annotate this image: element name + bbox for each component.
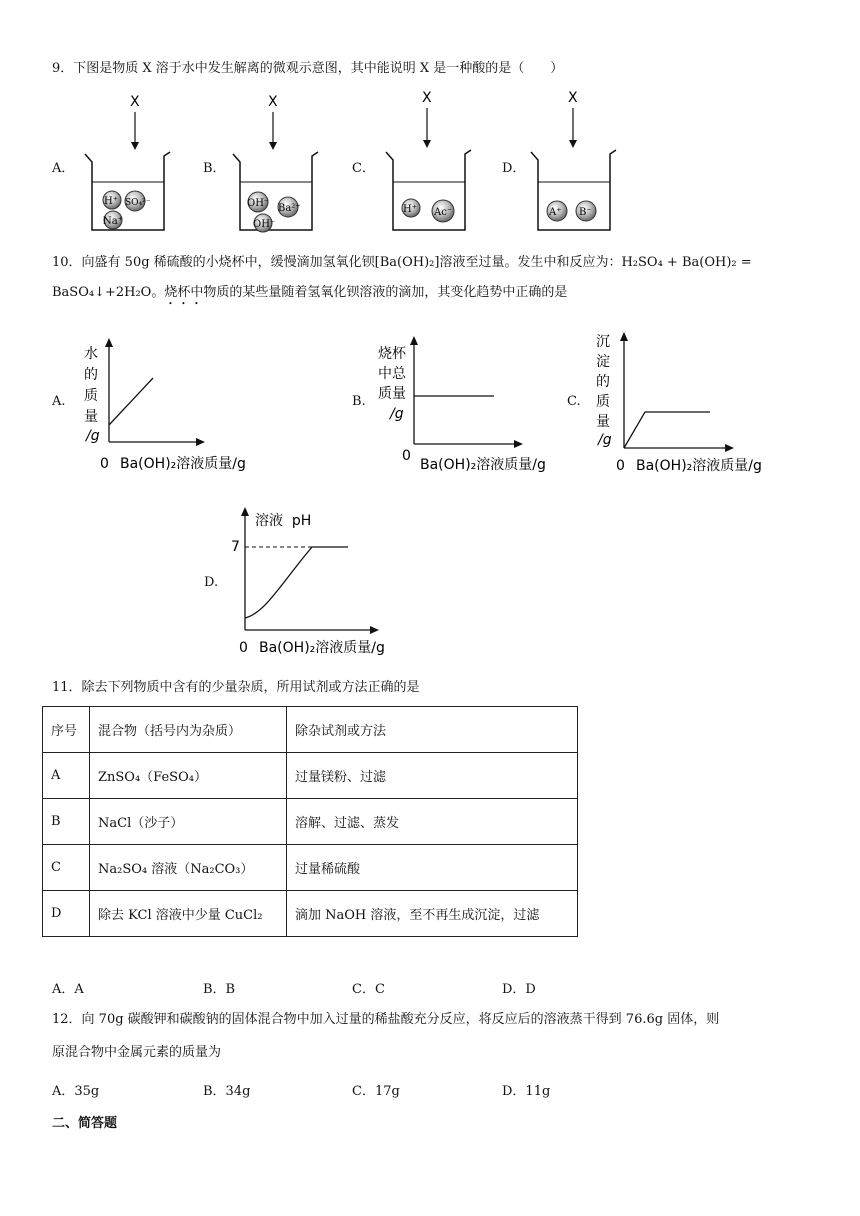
ion-d2: B⁻ (579, 207, 592, 218)
table-header-cell: 除杂试剂或方法 (287, 707, 578, 753)
graph-c-ylabel-5: 量 (596, 414, 610, 430)
q12-stem-line1: 12．向 70g 碳酸钾和碳酸钠的固体混合物中加入过量的稀盐酸充分反应，将反应后的溶液蒸干得到 76.6g 固体，则 (52, 1012, 720, 1027)
table-row (43, 891, 578, 937)
graph-a-letter: A. (52, 394, 66, 409)
q10-stem-line1: 10．向盛有 50g 稀硫酸的小烧杯中，缓慢滴加氢氧化钡[Ba(OH)₂]溶液至过量。发生中和反应为：H₂SO₄ + Ba(OH)₂ = (52, 255, 752, 270)
table-row (43, 845, 578, 891)
graph-a-ylabel-2: 的 (84, 367, 98, 383)
graph-c-ylabel-2: 淀 (596, 354, 610, 370)
q9-beakers (80, 90, 680, 240)
graph-c-line (624, 412, 710, 448)
q12-choice-b: B．34g (203, 1084, 251, 1099)
graph-c-xlabel: Ba(OH)₂溶液质量/g (636, 458, 762, 474)
graph-c-ylabel-3: 的 (596, 374, 610, 390)
graph-b-origin: 0 (402, 448, 411, 464)
beaker-b (233, 94, 318, 232)
graph-b-ylabel-1: 烧杯 (378, 346, 406, 362)
graph-b-yunit: /g (390, 406, 404, 422)
table-row (43, 799, 578, 845)
table-header-row (43, 707, 578, 753)
graph-a-yunit: /g (86, 428, 100, 444)
q10-stem-dotted: 烧杯中 (164, 285, 204, 300)
q12-choice-a: A．35g (52, 1084, 100, 1099)
table-cell: C (43, 845, 90, 891)
graph-a-ylabel-1: 水 (84, 346, 98, 362)
q9-stem: 9．下图是物质 X 溶于水中发生解离的微观示意图，其中能说明 X 是一种酸的是（ ） (52, 61, 564, 76)
q12-stem-line2: 原混合物中金属元素的质量为 (52, 1045, 222, 1060)
q10-stem-part2a: BaSO₄↓+2H₂O。 (52, 285, 165, 300)
graph-b-ylabel-3: 质量 (378, 386, 406, 402)
graph-c-origin: 0 (616, 458, 625, 474)
q11-stem: 11．除去下列物质中含有的少量杂质，所用试剂或方法正确的是 (52, 680, 420, 695)
graph-c-yunit: /g (598, 432, 612, 448)
q9-option-d-letter: D． (502, 161, 526, 176)
q10-stem-part2b: 物质的某些量随着氢氧化钡溶液的滴加，其变化趋势中正确的是 (203, 285, 568, 300)
q10-stem-line2 (52, 280, 820, 308)
ion-a3: Na⁺ (103, 216, 123, 227)
beaker-d-x-label: X (568, 90, 578, 106)
q11-choice-a: A．A (52, 982, 84, 997)
table-cell: 滴加 NaOH 溶液，至不再生成沉淀，过滤 (287, 891, 578, 937)
table-cell: 溶解、过滤、蒸发 (287, 799, 578, 845)
beaker-d (531, 90, 616, 230)
graph-d-curve (245, 547, 348, 618)
q9-option-a-letter: A． (52, 161, 75, 176)
ion-b1: OH⁻ (247, 198, 270, 209)
graph-b (376, 334, 566, 480)
table-header-cell: 混合物（括号内为杂质） (90, 707, 287, 753)
beaker-a (85, 94, 170, 230)
graph-d-ph7-label: 7 (231, 539, 240, 555)
section-title: 二、简答题 (52, 1116, 118, 1131)
table-cell: Na₂SO₄ 溶液（Na₂CO₃） (90, 845, 287, 891)
table-cell: B (43, 799, 90, 845)
q11-choice-c: C．C (352, 982, 385, 997)
graph-a-origin: 0 (100, 456, 109, 472)
ion-b2: Ba²⁺ (278, 203, 301, 214)
graph-d-xlabel: Ba(OH)₂溶液质量/g (259, 640, 385, 656)
table-cell: 除去 KCl 溶液中少量 CuCl₂ (90, 891, 287, 937)
ion-a1: H⁺ (104, 196, 118, 207)
table-cell: D (43, 891, 90, 937)
q12-choice-c: C．17g (352, 1084, 400, 1099)
graph-a-ylabel-3: 质 (84, 388, 98, 404)
q9-option-c-letter: C． (352, 161, 375, 176)
graph-b-xlabel: Ba(OH)₂溶液质量/g (420, 457, 546, 473)
graph-c (592, 324, 782, 480)
beaker-c-x-label: X (422, 90, 432, 106)
graph-c-letter: C. (567, 394, 581, 409)
table-cell: NaCl（沙子） (90, 799, 287, 845)
ion-a2: SO₄²⁻ (125, 198, 151, 208)
graph-d-ylabel: 溶液 pH (255, 513, 312, 529)
graph-c-ylabel-4: 质 (596, 394, 610, 410)
beaker-a-x-label: X (130, 94, 140, 110)
graph-a-ylabel-4: 量 (84, 409, 98, 425)
table-row (43, 753, 578, 799)
graph-d (225, 505, 425, 660)
q9-option-b-letter: B． (203, 161, 226, 176)
q12-choice-d: D．11g (502, 1084, 551, 1099)
table-cell: 过量镁粉、过滤 (287, 753, 578, 799)
table-header-cell: 序号 (43, 707, 90, 753)
table-cell: ZnSO₄（FeSO₄） (90, 753, 287, 799)
table-cell: A (43, 753, 90, 799)
graph-b-letter: B. (352, 394, 366, 409)
ion-b3: OH⁻ (253, 219, 276, 230)
ion-c2: Ac⁻ (434, 207, 453, 218)
graph-a (78, 338, 258, 480)
q11-choice-d: D．D (502, 982, 536, 997)
beaker-c (386, 90, 471, 230)
q11-choice-b: B．B (203, 982, 236, 997)
beaker-b-x-label: X (268, 94, 278, 110)
graph-b-ylabel-2: 中总 (378, 366, 406, 382)
graph-c-ylabel-1: 沉 (596, 334, 610, 350)
ion-c1: H⁺ (403, 204, 417, 215)
ion-d1: A⁺ (549, 207, 562, 218)
graph-a-line (109, 378, 153, 425)
q11-table (42, 706, 578, 937)
table-cell: 过量稀硫酸 (287, 845, 578, 891)
graph-a-xlabel: Ba(OH)₂溶液质量/g (120, 456, 246, 472)
graph-d-origin: 0 (239, 640, 248, 656)
graph-d-letter: D. (204, 575, 219, 590)
